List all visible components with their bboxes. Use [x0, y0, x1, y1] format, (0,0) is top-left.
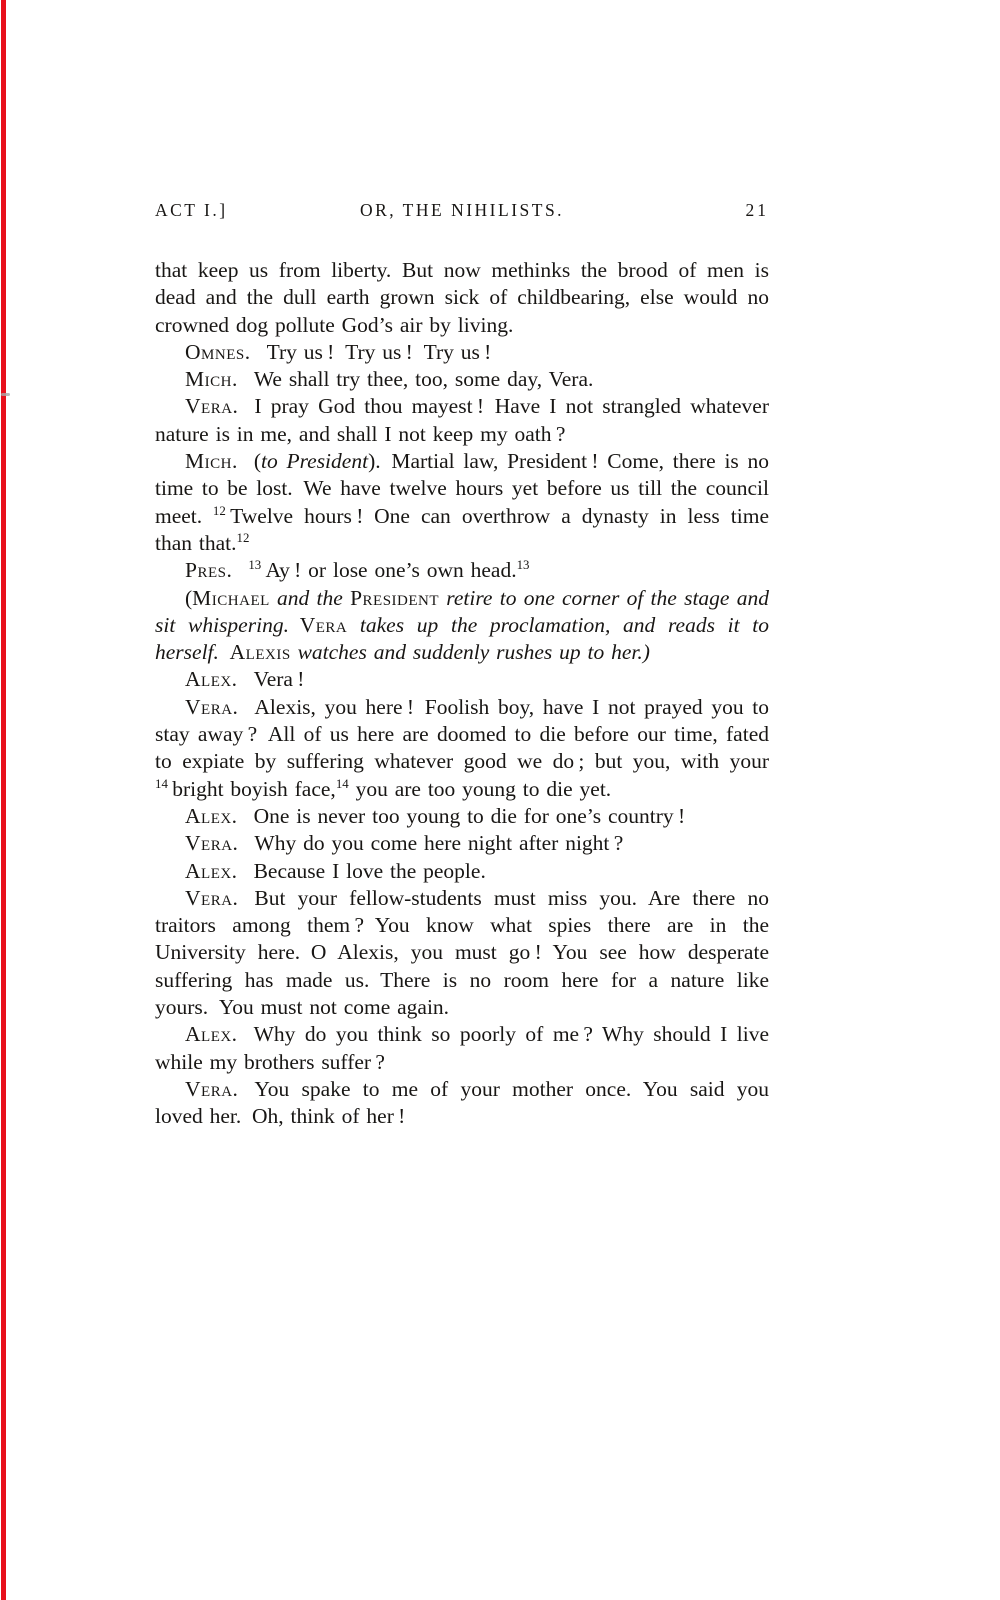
page-body — [155, 257, 769, 1131]
text-run: Because I love the people. — [253, 858, 486, 883]
speaker-name: Vera. — [185, 885, 239, 910]
speaker-name: Vera. — [185, 1076, 239, 1101]
speaker-name: Alex. — [185, 858, 238, 883]
speaker-name: Alex. — [185, 667, 238, 692]
character-name: Vera — [299, 612, 348, 637]
character-name: Michael — [192, 585, 270, 610]
character-name: Alexis — [229, 640, 291, 665]
text-run: ). Martial law, President ! Come, there is no time to be lost. We have twelve hours yet before us till the council meet. — [155, 449, 770, 528]
text-run: ( — [253, 449, 261, 474]
text-run: Why do you come here night after night ? — [254, 831, 624, 856]
speaker-name: Mich. — [185, 449, 238, 474]
speaker-name: Omnes. — [185, 339, 251, 364]
speaker-name: Alex. — [185, 803, 238, 828]
text-run: But your fellow-students must miss you. Are there no traitors among them ? You know what spies there are in the University here. O Alexis, you must go ! You see how desperate suffering has made us. There is no room here for a nature like yours. You must not come again. — [155, 885, 769, 1020]
footnote-marker: 13 — [248, 558, 262, 573]
speaker-name: Vera. — [185, 831, 239, 856]
dialogue-line — [155, 885, 769, 1021]
page-number: 21 — [745, 200, 769, 220]
text-run: that keep us from liberty. But now methinks the brood of men is dead and the dull earth grown sick of childbearing, else would no crowned dog pollute God’s air by living. — [155, 258, 769, 337]
dialogue-line — [155, 339, 769, 366]
footnote-marker: 14 — [155, 776, 168, 791]
text-run: We shall try thee, too, some day, Vera. — [253, 367, 594, 392]
speaker-name: Mich. — [185, 367, 238, 392]
header-book-title: OR, THE NIHILISTS. — [359, 200, 565, 220]
footnote-marker: 14 — [335, 776, 349, 791]
speaker-name: Pres. — [185, 558, 233, 583]
italic-text: watches and suddenly rushes up to her.) — [290, 640, 650, 665]
footnote-marker: 12 — [212, 503, 226, 518]
text-run: Twelve hours ! One can overthrow a dynasty in less time than that. — [155, 503, 769, 555]
text-run: Try us ! Try us ! Try us ! — [266, 339, 492, 364]
running-header — [155, 200, 769, 221]
text-run: Ay ! or lose one’s own head. — [261, 558, 517, 583]
scan-margin-line — [1, 0, 6, 1600]
text-run: you are too young to die yet. — [348, 776, 612, 801]
dialogue-line — [155, 830, 769, 857]
text-run: Why do you think so poorly of me ? Why should I live while my brothers suffer ? — [155, 1022, 769, 1074]
text-run: bright boyish face, — [167, 776, 336, 801]
character-name: President — [350, 585, 440, 610]
dialogue-line — [155, 694, 769, 803]
dialogue-line — [155, 803, 769, 830]
text-run: You spake to me of your mother once. You said you loved her. Oh, think of her ! — [155, 1076, 769, 1129]
italic-text: and the — [269, 585, 351, 610]
dialogue-line — [155, 448, 769, 557]
text-run: ( — [185, 585, 193, 610]
dialogue-line — [155, 858, 769, 885]
footnote-marker: 12 — [236, 530, 250, 545]
footnote-marker: 13 — [516, 558, 530, 573]
text-run: One is never too young to die for one’s country ! — [253, 803, 686, 828]
dialogue-line — [155, 1076, 769, 1131]
dialogue-line — [155, 666, 769, 693]
italic-text: takes up the proclamation, and reads it to herself. — [155, 612, 769, 665]
prose-line — [155, 257, 769, 339]
italic-text: to President — [261, 449, 369, 474]
speaker-name: Vera. — [185, 694, 239, 719]
dialogue-line — [155, 366, 769, 393]
dialogue-line — [155, 393, 769, 448]
header-act-label: ACT I.] — [155, 200, 228, 220]
italic-text: retire to one corner of the stage and sit whispering. — [155, 585, 769, 637]
scan-speck — [1, 393, 10, 396]
text-run: Alexis, you here ! Foolish boy, have I not prayed you to stay away ? All of us here are doomed to die before our time, fated to expiate by suffering whatever good we do ; but you, with your — [155, 694, 769, 774]
dialogue-line — [155, 557, 769, 584]
page-content — [155, 200, 769, 1131]
stage-direction — [155, 585, 769, 667]
speaker-name: Alex. — [185, 1022, 238, 1047]
dialogue-line — [155, 1021, 769, 1076]
text-run: Vera ! — [253, 667, 305, 692]
speaker-name: Vera. — [185, 394, 239, 419]
text-run: I pray God thou mayest ! Have I not strangled whatever nature is in me, and shall I not keep my oath ? — [155, 394, 769, 446]
